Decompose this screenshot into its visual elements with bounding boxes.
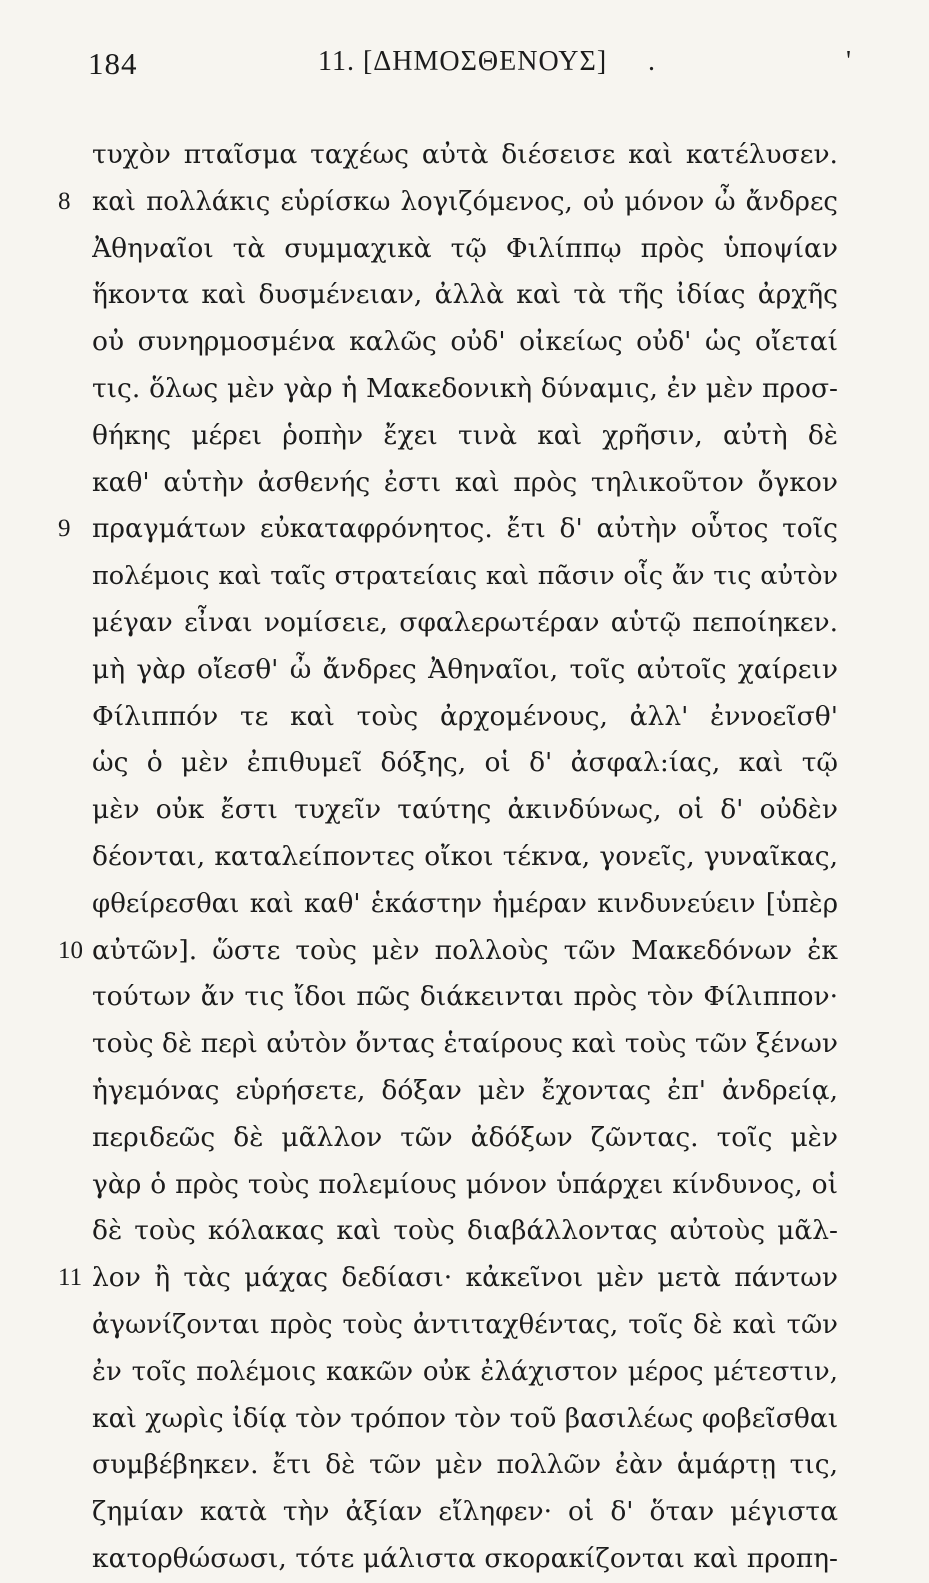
text-line — [0, 179, 929, 226]
text-line — [0, 600, 929, 647]
line-text: ὡς ὁ μὲν ἐπιθυμεῖ δόξης, οἱ δ' ἀσφαλ:ίας, καὶ τῷ — [92, 747, 838, 779]
text-line — [0, 1302, 929, 1349]
text-line — [0, 1442, 929, 1489]
greek-text-body — [0, 132, 929, 1583]
text-line — [0, 1396, 929, 1443]
text-line — [0, 413, 929, 460]
section-number: 8 — [58, 187, 71, 215]
line-text: τούτων ἄν τις ἴδοι πῶς διάκεινται πρὸς τὸν Φίλιππον· — [92, 981, 838, 1013]
text-line — [0, 1536, 929, 1583]
line-text: δὲ τοὺς κόλακας καὶ τοὺς διαβάλλοντας αὐτοὺς μᾶλ- — [92, 1215, 838, 1247]
text-line — [0, 272, 929, 319]
text-line — [0, 881, 929, 928]
line-text: οὐ συνηρμοσμένα καλῶς οὐδ' οἰκείως οὐδ' ὡς οἴεταί — [92, 326, 838, 358]
line-text: τις. ὅλως μὲν γὰρ ἡ Μακεδονικὴ δύναμις, ἐν μὲν προσ- — [92, 372, 838, 404]
line-text: καὶ πολλάκις εὑρίσκω λογιζόμενος, οὐ μόνον ὦ ἄνδρες — [92, 186, 838, 217]
line-text: ἡγεμόνας εὑρήσετε, δόξαν μὲν ἔχοντας ἐπ' ἀνδρείᾳ, — [92, 1074, 838, 1106]
line-text: ζημίαν κατὰ τὴν ἀξίαν εἴληφεν· οἱ δ' ὅταν μέγιστα — [92, 1496, 838, 1528]
text-line — [0, 647, 929, 694]
section-number: 9 — [58, 515, 71, 543]
line-text: αὐτῶν]. ὥστε τοὺς μὲν πολλοὺς τῶν Μακεδόνων ἐκ — [92, 934, 838, 966]
text-line — [0, 1489, 929, 1536]
text-line — [0, 506, 929, 553]
text-line — [0, 366, 929, 413]
line-text: πραγμάτων εὐκαταφρόνητος. ἔτι δ' αὐτὴν οὗτος τοῖς — [92, 513, 838, 545]
text-line — [0, 834, 929, 881]
line-text: πολέμοις καὶ ταῖς στρατείαις καὶ πᾶσιν οἷς ἄν τις αὐτὸν — [92, 561, 838, 592]
line-text: συμβέβηκεν. ἔτι δὲ τῶν μὲν πολλῶν ἐὰν ἁμάρτῃ τις, — [92, 1449, 838, 1481]
text-line — [0, 553, 929, 600]
text-line — [0, 1349, 929, 1396]
line-text: τοὺς δὲ περὶ αὐτὸν ὄντας ἑταίρους καὶ τοὺς τῶν ξένων — [92, 1028, 838, 1060]
text-line — [0, 1255, 929, 1302]
line-text: περιδεῶς δὲ μᾶλλον τῶν ἀδόξων ζῶντας. τοῖς μὲν — [92, 1121, 838, 1153]
line-text: ἐν τοῖς πολέμοις κακῶν οὐκ ἐλάχιστον μέρος μέτεστιν, — [92, 1356, 838, 1387]
line-text: ἥκοντα καὶ δυσμένειαν, ἀλλὰ καὶ τὰ τῆς ἰδίας ἀρχῆς — [92, 279, 838, 311]
text-line — [0, 1162, 929, 1209]
text-line — [0, 694, 929, 741]
section-number: 11 — [58, 1264, 83, 1292]
text-line — [0, 1115, 929, 1162]
line-text: θήκης μέρει ῥοπὴν ἔχει τινὰ καὶ χρῆσιν, αὐτὴ δὲ — [92, 419, 838, 451]
section-number: 10 — [58, 936, 83, 964]
text-line — [0, 1021, 929, 1068]
page-header — [0, 46, 929, 96]
text-line — [0, 928, 929, 975]
text-line — [0, 787, 929, 834]
line-text: τυχὸν πταῖσμα ταχέως αὐτὰ διέσεισε καὶ κατέλυσεν. — [92, 139, 838, 170]
line-text: ἀγωνίζονται πρὸς τοὺς ἀντιταχθέντας, τοῖς δὲ καὶ τῶν — [92, 1309, 838, 1340]
page-number: 184 — [88, 46, 138, 81]
line-text: καὶ χωρὶς ἰδίᾳ τὸν τρόπον τὸν τοῦ βασιλέως φοβεῖσθαι — [92, 1402, 838, 1434]
running-title: 11. [ΔΗΜΟΣΘΕΝΟΥΣ] — [318, 46, 608, 77]
text-line — [0, 319, 929, 366]
text-line — [0, 974, 929, 1021]
text-line — [0, 226, 929, 273]
text-line — [0, 740, 929, 787]
line-text: μὲν οὐκ ἔστι τυχεῖν ταύτης ἀκινδύνως, οἱ δ' οὐδὲν — [92, 794, 838, 826]
header-corner-mark: ' — [846, 46, 852, 77]
line-text: Ἀθηναῖοι τὰ συμμαχικὰ τῷ Φιλίππῳ πρὸς ὑποψίαν — [92, 232, 838, 264]
line-text: λον ἢ τὰς μάχας δεδίασι· κἀκεῖνοι μὲν μετὰ πάντων — [92, 1262, 838, 1294]
line-text: Φίλιππόν τε καὶ τοὺς ἀρχομένους, ἀλλ' ἐννοεῖσθ' — [92, 700, 838, 732]
text-line — [0, 1068, 929, 1115]
line-text: μέγαν εἶναι νομίσειε, σφαλερωτέραν αὑτῷ πεποίηκεν. — [92, 606, 838, 638]
text-line — [0, 460, 929, 507]
header-dot: . — [648, 46, 655, 77]
text-line — [0, 1208, 929, 1255]
text-line — [0, 132, 929, 179]
line-text: γὰρ ὁ πρὸς τοὺς πολεμίους μόνον ὑπάρχει κίνδυνος, οἱ — [92, 1168, 838, 1200]
line-text: μὴ γὰρ οἴεσθ' ὦ ἄνδρες Ἀθηναῖοι, τοῖς αὐτοῖς χαίρειν — [92, 653, 838, 685]
line-text: κατορθώσωσι, τότε μάλιστα σκορακίζονται καὶ προπη- — [92, 1542, 838, 1574]
line-text: φθείρεσθαι καὶ καθ' ἑκάστην ἡμέραν κινδυνεύειν [ὑπὲρ — [92, 888, 838, 919]
line-text: καθ' αὑτὴν ἀσθενής ἐστι καὶ πρὸς τηλικοῦτον ὄγκον — [92, 466, 838, 498]
line-text: δέονται, καταλείποντες οἴκοι τέκνα, γονεῖς, γυναῖκας, — [92, 840, 838, 872]
